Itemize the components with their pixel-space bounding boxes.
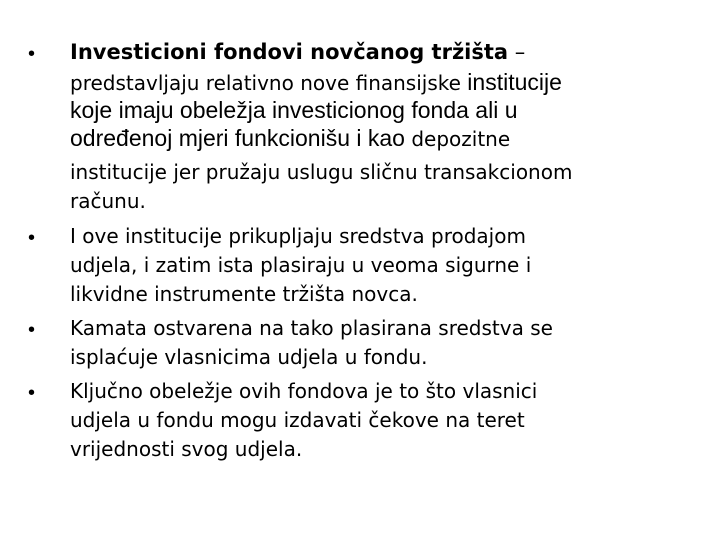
bullet-1-line-6: računu. — [70, 189, 146, 213]
bullet-1-line-5: institucije jer pružaju uslugu sličnu transakcionom — [70, 160, 573, 184]
bullet-2-line-1: I ove institucije prikupljaju sredstva prodajom — [70, 224, 526, 248]
bullet-marker: • — [28, 227, 36, 249]
bullet-marker: • — [28, 319, 36, 341]
bullet-1-line-3: koje imaju obeležja investicionog fonda ali u — [70, 97, 518, 123]
fund-type-heading: Investicioni fondovi novčanog tržišta — [70, 40, 509, 64]
bullet-3-line-2: isplaćuje vlasnicima udjela u fondu. — [70, 345, 428, 369]
bullet-2-line-3: likvidne instrumente tržišta novca. — [70, 282, 418, 306]
heading-dash: – — [508, 40, 526, 64]
bullet-marker: • — [28, 43, 36, 65]
bullet-4-line-2: udjela u fondu mogu izdavati čekove na teret — [70, 408, 525, 432]
bullet-4-line-1: Ključno obeležje ovih fondova je to što vlasnici — [70, 379, 538, 403]
bullet-2-line-2: udjela, i zatim ista plasiraju u veoma sigurne i — [70, 253, 532, 277]
bullet-1-line-4: određenoj mjeri funkcionišu i kao depozitne — [70, 125, 511, 151]
bullet-1-line-1 — [70, 42, 525, 63]
bullet-3-line-1: Kamata ostvarena na tako plasirana sredstva se — [70, 316, 553, 340]
bullet-marker: • — [28, 382, 36, 404]
bullet-4-line-3: vrijednosti svog udjela. — [70, 437, 303, 461]
bullet-1-line-2: predstavljaju relativno nove finansijske institucije — [70, 69, 562, 95]
